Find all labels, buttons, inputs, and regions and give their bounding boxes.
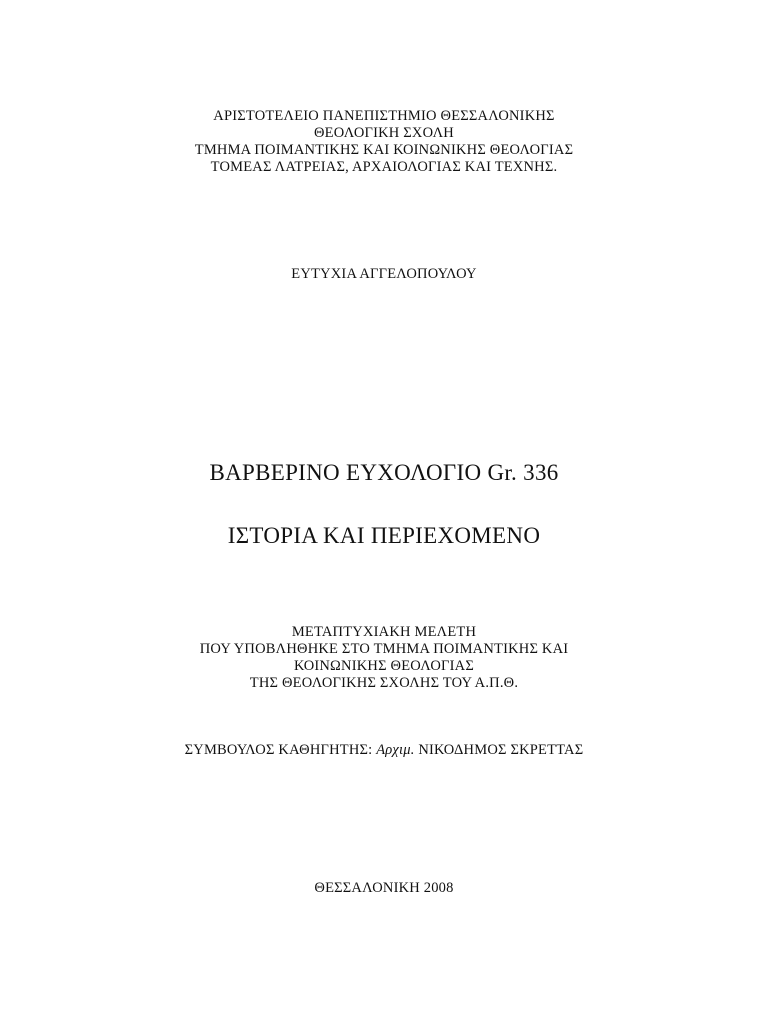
study-department: ΚΟΙΝΩΝΙΚΗΣ ΘΕΟΛΟΓΙΑΣ [294, 658, 474, 674]
study-submitted: ΠΟΥ ΥΠΟΒΛΗΘΗΚΕ ΣΤΟ ΤΜΗΜΑ ΠΟΙΜΑΝΤΙΚΗΣ ΚΑΙ [199, 641, 569, 657]
main-title: ΒΑΡΒΕΡΙΝΟ ΕΥΧΟΛΟΓΙΟ Gr. 336 [209, 460, 559, 485]
institution-header [0, 108, 768, 176]
study-type: ΜΕΤΑΠΤΥΧΙΑΚΗ ΜΕΛΕΤΗ [291, 624, 477, 640]
section-name: ΤΟΜΕΑΣ ΛΑΤΡΕΙΑΣ, ΑΡΧΑΙΟΛΟΓΙΑΣ ΚΑΙ ΤΕΧΝΗΣ. [210, 159, 558, 175]
study-description [0, 624, 768, 692]
advisor-block [0, 742, 768, 759]
school-name: ΘΕΟΛΟΓΙΚΗ ΣΧΟΛΗ [314, 125, 454, 141]
advisor-label: ΣΥΜΒΟΥΛΟΣ ΚΑΘΗΓΗΤΗΣ: [184, 742, 373, 758]
place-date: ΘΕΣΣΑΛΟΝΙΚΗ 2008 [314, 880, 454, 896]
study-school: ΤΗΣ ΘΕΟΛΟΓΙΚΗΣ ΣΧΟΛΗΣ ΤΟΥ Α.Π.Θ. [249, 675, 519, 691]
subtitle-block [0, 522, 768, 550]
advisor-line [0, 742, 768, 759]
university-name: ΑΡΙΣΤΟΤΕΛΕΙΟ ΠΑΝΕΠΙΣΤΗΜΙΟ ΘΕΣΣΑΛΟΝΙΚΗΣ [213, 108, 555, 124]
author-block [0, 266, 768, 283]
subtitle: ΙΣΤΟΡΙΑ ΚΑΙ ΠΕΡΙΕΧΟΜΕΝΟ [227, 523, 541, 548]
main-title-block [0, 459, 768, 487]
advisor-rank: Αρχιμ. [376, 742, 415, 758]
department-name: ΤΜΗΜΑ ΠΟΙΜΑΝΤΙΚΗΣ ΚΑΙ ΚΟΙΝΩΝΙΚΗΣ ΘΕΟΛΟΓΙΑΣ [194, 142, 574, 158]
advisor-name: ΝΙΚΟΔΗΜΟΣ ΣΚΡΕΤΤΑΣ [418, 742, 584, 758]
place-date-block [0, 880, 768, 897]
author-name: ΕΥΤΥΧΙΑ ΑΓΓΕΛΟΠΟΥΛΟΥ [291, 266, 477, 282]
